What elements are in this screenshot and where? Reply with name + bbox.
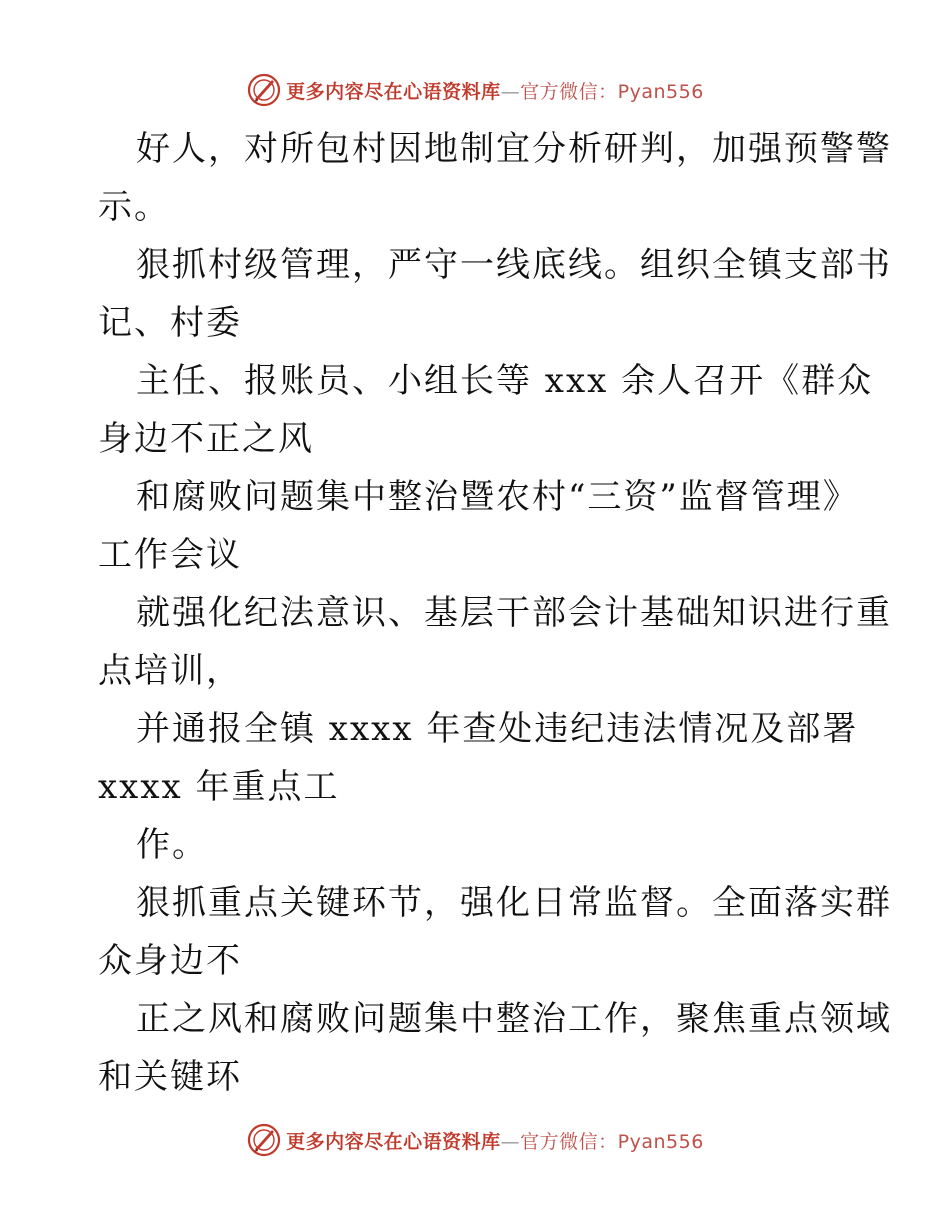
text-line: 好人，对所包村因地制宜分析研判，加强预警警 bbox=[136, 129, 892, 169]
text-line: 并通报全镇 xxxx 年查处违纪违法情况及部署 bbox=[136, 709, 859, 749]
quill-logo-icon bbox=[246, 72, 282, 108]
text-line: 众身边不 bbox=[98, 941, 242, 981]
text-line: 点培训， bbox=[98, 651, 242, 691]
text-line: 和腐败问题集中整治暨农村“三资”监督管理》 bbox=[136, 477, 859, 517]
text-line: 工作会议 bbox=[98, 535, 242, 575]
watermark-contact: 官方微信：Pyan556 bbox=[520, 1130, 704, 1153]
text-line: 正之风和腐败问题集中整治工作，聚焦重点领域 bbox=[136, 999, 892, 1039]
document-body bbox=[98, 120, 892, 1106]
quill-logo-icon bbox=[246, 1122, 282, 1158]
watermark-separator: — bbox=[500, 80, 521, 103]
text-line: 狠抓重点关键环节，强化日常监督。全面落实群 bbox=[136, 883, 892, 923]
watermark-brand: 更多内容尽在心语资料库 bbox=[286, 80, 501, 103]
watermark-contact: 官方微信：Pyan556 bbox=[520, 80, 704, 103]
text-line: 作。 bbox=[136, 825, 208, 865]
header-watermark bbox=[0, 68, 950, 112]
text-line: 就强化纪法意识、基层干部会计基础知识进行重 bbox=[136, 593, 892, 633]
text-line: xxxx 年重点工 bbox=[98, 767, 340, 807]
watermark-brand: 更多内容尽在心语资料库 bbox=[286, 1130, 501, 1153]
text-line: 狠抓村级管理，严守一线底线。组织全镇支部书 bbox=[136, 245, 892, 285]
text-line: 主任、报账员、小组长等 xxx 余人召开《群众 bbox=[136, 361, 874, 401]
text-line: 和关键环 bbox=[98, 1057, 242, 1097]
watermark-text bbox=[286, 1127, 704, 1154]
text-line: 示。 bbox=[98, 187, 170, 227]
watermark-text bbox=[286, 77, 704, 104]
text-line: 身边不正之风 bbox=[98, 419, 314, 459]
text-line: 记、村委 bbox=[98, 303, 242, 343]
watermark-separator: — bbox=[500, 1130, 521, 1153]
footer-watermark bbox=[0, 1118, 950, 1162]
